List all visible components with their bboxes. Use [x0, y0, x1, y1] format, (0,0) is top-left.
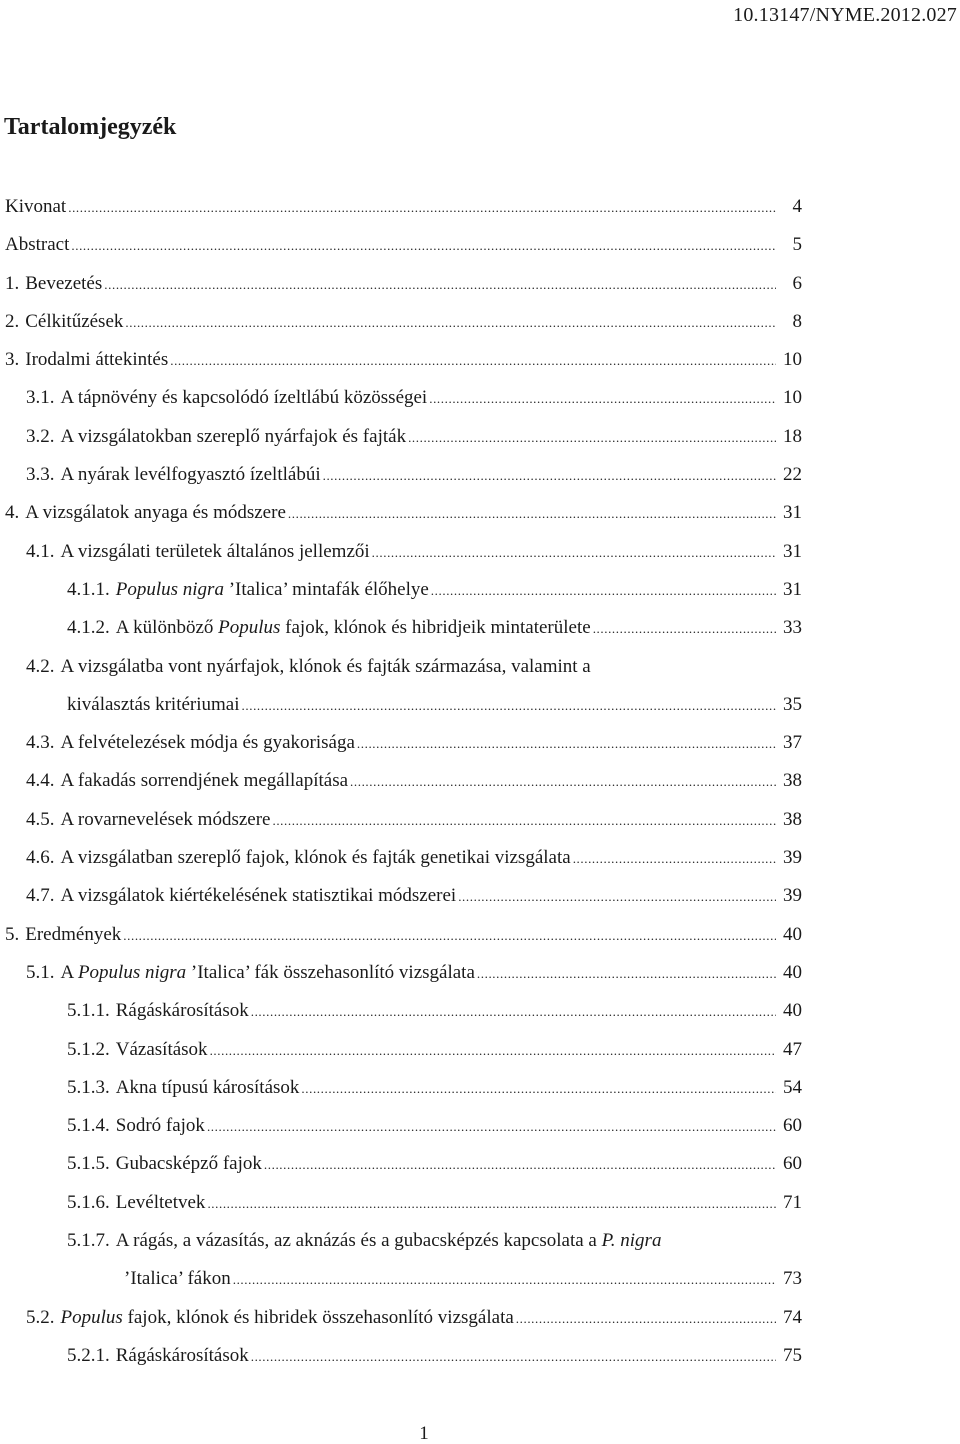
toc-entry-4[interactable] — [0, 498, 960, 536]
toc-page-number: 37 — [783, 732, 802, 754]
dot-leader — [573, 844, 776, 874]
toc-entry-label: Célkitűzések — [25, 310, 124, 332]
toc-entry-5-2-1[interactable] — [0, 1341, 960, 1379]
toc-page-number: 35 — [783, 693, 802, 715]
toc-entry-4-4[interactable] — [0, 766, 960, 804]
dot-leader — [301, 1074, 776, 1104]
toc-page-number: 31 — [783, 502, 802, 524]
toc-entry-number: 4.7. — [26, 885, 55, 907]
toc-entry-label: Vázasítások — [115, 1038, 208, 1060]
toc-entry-5-1-3[interactable] — [0, 1073, 960, 1111]
doi-header: 10.13147/NYME.2012.027 — [733, 4, 957, 26]
toc-entry-label: A vizsgálatban szereplő fajok, klónok és fajták genetikai vizsgálata — [60, 847, 571, 869]
dot-leader — [372, 538, 776, 568]
toc-entry-label: Abstract — [5, 234, 70, 256]
toc-entry-label: A fakadás sorrendjének megállapítása — [60, 770, 349, 792]
toc-page-number: 10 — [783, 387, 802, 409]
toc-page-number: 40 — [783, 923, 802, 945]
toc-entry-5-1-7-continued[interactable] — [0, 1264, 960, 1302]
dot-leader — [233, 1265, 776, 1295]
dot-leader — [251, 997, 776, 1027]
toc-entry-label: Rágáskárosítások — [115, 1344, 249, 1366]
toc-entry-kivonat[interactable] — [0, 192, 960, 230]
toc-entry-number: 5.2.1. — [67, 1344, 110, 1366]
toc-page-number: 31 — [783, 578, 802, 600]
toc-entry-3-3[interactable] — [0, 460, 960, 498]
toc-entry-number: 4.1.2. — [67, 617, 110, 639]
toc-entry-3-1[interactable] — [0, 383, 960, 421]
toc-page-number: 60 — [783, 1153, 802, 1175]
toc-entry-number: 3.2. — [26, 425, 55, 447]
toc-entry-number: 2. — [5, 310, 20, 332]
toc-entry-italic: Populus nigra — [115, 578, 224, 600]
toc-entry-label: A vizsgálatok anyaga és módszere — [25, 502, 286, 524]
toc-entry-italic: Populus nigra — [77, 961, 187, 983]
toc-entry-1[interactable] — [0, 269, 960, 307]
toc-entry-5-1[interactable] — [0, 958, 960, 996]
toc-page-number: 22 — [783, 464, 802, 486]
toc-entry-5-1-4[interactable] — [0, 1111, 960, 1149]
toc-page-number: 75 — [783, 1344, 802, 1366]
toc-entry-3-2[interactable] — [0, 422, 960, 460]
dot-leader — [323, 461, 776, 491]
toc-entry-label: Kivonat — [5, 196, 67, 217]
dot-leader — [516, 1304, 776, 1334]
toc-entry-label: A különböző Populus fajok, klónok és hibridjeik mintaterülete — [115, 617, 591, 639]
toc-entry-label: A vizsgálatba vont nyárfajok, klónok és fajták származása, valamint a — [60, 655, 591, 677]
toc-entry-label: A rovarnevelések módszere — [60, 808, 271, 830]
dot-leader — [207, 1189, 776, 1219]
toc-entry-label: Bevezetés — [25, 272, 103, 294]
dot-leader — [170, 346, 776, 376]
toc-page-number: 38 — [783, 770, 802, 792]
toc-page-number: 5 — [792, 234, 802, 256]
toc-entry-label: Eredmények — [25, 923, 122, 945]
toc-page-number: 40 — [783, 1000, 802, 1022]
toc-entry-4-1[interactable] — [0, 537, 960, 575]
toc-entry-4-3[interactable] — [0, 728, 960, 766]
dot-leader — [125, 308, 776, 338]
toc-entry-label-continued: kiválasztás kritériumai — [67, 693, 240, 715]
toc-entry-italic: Populus — [218, 617, 281, 639]
toc-entry-number: 4.4. — [26, 770, 55, 792]
toc-entry-5-1-5[interactable] — [0, 1149, 960, 1187]
toc-entry-5-1-1[interactable] — [0, 996, 960, 1034]
page-number: 1 — [419, 1423, 429, 1444]
toc-entry-number: 3.1. — [26, 387, 55, 409]
toc-page-number: 74 — [783, 1306, 802, 1328]
toc-entry-5[interactable] — [0, 920, 960, 958]
dot-leader — [429, 384, 776, 414]
toc-entry-italic: Populus — [60, 1306, 123, 1328]
dot-leader — [123, 921, 776, 951]
dot-leader — [272, 806, 776, 836]
toc-page-number: 38 — [783, 808, 802, 830]
toc-entry-number: 5.2. — [26, 1306, 55, 1328]
dot-leader — [477, 959, 776, 989]
toc-page-number: 60 — [783, 1115, 802, 1137]
dot-leader — [251, 1342, 776, 1372]
dot-leader — [431, 576, 776, 606]
toc-entry-number: 3. — [5, 349, 20, 371]
toc-entry-label: Populus fajok, klónok és hibridek összehasonlító vizsgálata — [60, 1306, 514, 1328]
toc-entry-number: 5.1.6. — [67, 1191, 110, 1213]
dot-leader — [210, 1036, 776, 1066]
toc-entry-4-7[interactable] — [0, 881, 960, 919]
dot-leader — [593, 614, 776, 644]
toc-entry-italic: P. nigra — [601, 1230, 662, 1252]
dot-leader — [288, 499, 776, 529]
toc-entry-label: Levéltetvek — [115, 1191, 206, 1213]
toc-entry-label: A rágás, a vázasítás, az aknázás és a gubacsképzés kapcsolata a P. nigra — [115, 1230, 662, 1252]
toc-page-number: 47 — [783, 1038, 802, 1060]
dot-leader — [408, 423, 776, 453]
toc-entry-number: 4.5. — [26, 808, 55, 830]
dot-leader — [458, 882, 776, 912]
toc-entry-label: Sodró fajok — [115, 1115, 205, 1137]
toc-entry-abstract[interactable] — [0, 230, 960, 268]
dot-leader — [104, 270, 776, 300]
dot-leader — [242, 691, 776, 721]
toc-page-number: 33 — [783, 617, 802, 639]
toc-entry-number: 5.1.1. — [67, 1000, 110, 1022]
toc-entry-4-6[interactable] — [0, 843, 960, 881]
toc-entry-4-5[interactable] — [0, 805, 960, 843]
toc-entry-label: A vizsgálatokban szereplő nyárfajok és fajták — [60, 425, 407, 447]
table-of-contents — [0, 192, 960, 1379]
toc-entry-label: Gubacsképző fajok — [115, 1153, 262, 1175]
toc-page-number: 73 — [783, 1268, 802, 1290]
toc-entry-3[interactable] — [0, 345, 960, 383]
toc-entry-label: Rágáskárosítások — [115, 1000, 249, 1022]
toc-page-number: 54 — [783, 1076, 802, 1098]
toc-entry-number: 4.6. — [26, 847, 55, 869]
toc-page-number: 39 — [783, 885, 802, 907]
dot-leader — [264, 1150, 776, 1180]
toc-entry-label: Populus nigra ’Italica’ mintafák élőhelye — [115, 578, 429, 600]
dot-leader — [350, 767, 776, 797]
toc-entry-5-2[interactable] — [0, 1303, 960, 1341]
toc-entry-2[interactable] — [0, 307, 960, 345]
toc-entry-number: 5.1.3. — [67, 1076, 110, 1098]
toc-entry-4-2-continued[interactable] — [0, 690, 960, 728]
toc-entry-number: 5.1.5. — [67, 1153, 110, 1175]
dot-leader — [71, 231, 776, 261]
toc-entry-number: 3.3. — [26, 464, 55, 486]
toc-entry-number: 5.1.2. — [67, 1038, 110, 1060]
toc-page-number: 40 — [783, 961, 802, 983]
toc-entry-label: A tápnövény és kapcsolódó ízeltlábú közösségei — [60, 387, 428, 409]
toc-entry-label: A Populus nigra ’Italica’ fák összehasonlító vizsgálata — [60, 961, 475, 983]
dot-leader — [68, 193, 776, 223]
toc-page-number: 31 — [783, 540, 802, 562]
toc-page-number: 10 — [783, 349, 802, 371]
toc-entry-number: 4.2. — [26, 655, 55, 677]
toc-page-number: 6 — [792, 272, 802, 294]
dot-leader — [357, 729, 776, 759]
toc-entry-number: 5.1.4. — [67, 1115, 110, 1137]
toc-entry-5-1-2[interactable] — [0, 1035, 960, 1073]
toc-entry-number: 5.1.7. — [67, 1230, 110, 1252]
toc-page-number: 4 — [792, 196, 802, 217]
toc-entry-label: A vizsgálatok kiértékelésének statisztikai módszerei — [60, 885, 457, 907]
toc-page-number: 71 — [783, 1191, 802, 1213]
page-title: Tartalomjegyzék — [4, 114, 177, 140]
toc-entry-number: 4.1.1. — [67, 578, 110, 600]
toc-page-number: 8 — [792, 310, 802, 332]
toc-page-number: 39 — [783, 847, 802, 869]
toc-entry-5-1-7[interactable] — [0, 1226, 960, 1264]
toc-entry-4-1-2[interactable] — [0, 613, 960, 651]
toc-entry-label-continued: ’Italica’ fákon — [124, 1268, 231, 1290]
dot-leader — [207, 1112, 776, 1142]
toc-entry-number: 5.1. — [26, 961, 55, 983]
toc-entry-label: A felvételezések módja és gyakorisága — [60, 732, 355, 754]
toc-entry-5-1-6[interactable] — [0, 1188, 960, 1226]
toc-entry-number: 4.1. — [26, 540, 55, 562]
toc-entry-number: 1. — [5, 272, 20, 294]
toc-entry-4-1-1[interactable] — [0, 575, 960, 613]
toc-entry-4-2[interactable] — [0, 652, 960, 690]
toc-entry-number: 4. — [5, 502, 20, 524]
toc-entry-label: A nyárak levélfogyasztó ízeltlábúi — [60, 464, 321, 486]
toc-page-number: 18 — [783, 425, 802, 447]
toc-entry-label: Irodalmi áttekintés — [25, 349, 169, 371]
toc-entry-label: A vizsgálati területek általános jellemzői — [60, 540, 370, 562]
toc-entry-number: 4.3. — [26, 732, 55, 754]
toc-entry-label: Akna típusú károsítások — [115, 1076, 300, 1098]
toc-entry-number: 5. — [5, 923, 20, 945]
